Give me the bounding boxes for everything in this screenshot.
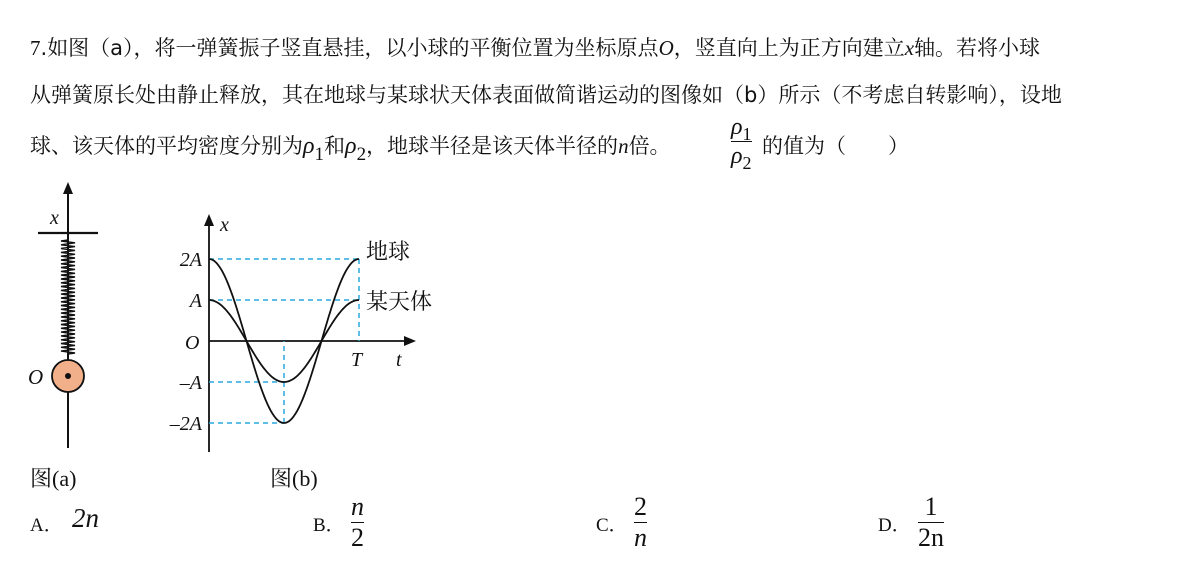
origin-symbol: O — [658, 36, 674, 60]
question-line-1 — [30, 33, 1040, 63]
rho-1-symbol: ρ — [303, 133, 315, 159]
figure-b-caption: 图(b) — [270, 466, 318, 491]
figure-a-ball-center — [65, 373, 71, 379]
legend-earth: 地球 — [366, 239, 411, 264]
option-d-numerator: 1 — [924, 492, 938, 521]
option-d-denominator-text: 2n — [918, 523, 944, 552]
and-text: 和 — [324, 134, 346, 158]
rho-2-symbol: ρ — [345, 133, 357, 159]
rho-2-subscript: 2 — [356, 144, 367, 165]
rho-ratio-denominator: ρ — [731, 143, 743, 169]
figure-b-chart — [150, 208, 450, 458]
y-tick-label: –2A — [169, 413, 202, 435]
chart-y-axis-label: x — [220, 214, 229, 236]
option-c-numerator: 2 — [634, 492, 647, 521]
n-symbol: n — [618, 134, 629, 158]
option-c-denominator: n — [634, 523, 647, 552]
question-text-1b: ，竖直向上为正方向建立 — [673, 36, 905, 60]
legend-celestial-body: 某天体 — [366, 289, 433, 314]
rho-ratio-denominator-sub: 2 — [742, 153, 752, 173]
rho-ratio-numerator: ρ — [731, 114, 743, 140]
x-symbol: x — [904, 36, 915, 60]
option-a-value: 2n — [72, 503, 99, 533]
chart-y-axis-arrow — [204, 214, 214, 226]
question-text-3a: 球、该天体的平均密度分别为 — [30, 134, 303, 158]
option-d-fraction — [918, 494, 944, 551]
option-b-numerator: n — [351, 492, 364, 521]
option-c-letter: C． — [596, 515, 628, 536]
question-text-1c: 轴。若将小球 — [914, 36, 1041, 60]
option-b-letter: B． — [313, 515, 345, 536]
figure-a-axis-arrow — [63, 182, 73, 194]
figure-a-caption: 图(a) — [30, 466, 77, 491]
option-c-fraction — [634, 494, 647, 551]
question-line-3-tail: 的值为（ ） — [762, 134, 909, 158]
question-text-3b: ，地球半径是该天体半径的 — [366, 134, 619, 158]
option-d-letter: D． — [878, 515, 911, 536]
figure-a-x-label: x — [50, 207, 59, 229]
rho-1-subscript: 1 — [314, 144, 325, 165]
question-line-3 — [30, 131, 671, 163]
figure-a-spring-coil — [61, 233, 75, 360]
chart-x-axis-arrow — [404, 336, 416, 346]
rho-ratio-numerator-sub: 1 — [742, 124, 752, 144]
question-number: 7 — [30, 36, 41, 60]
chart-x-axis-label: t — [396, 349, 402, 371]
question-line-2: 从弹簧原长处由静止释放，其在地球与某球状天体表面做简谐运动的图像如（b）所示（不考虑自转影响），设地 — [30, 83, 1062, 107]
figure-a-spring — [28, 178, 118, 453]
option-b-fraction — [351, 494, 364, 551]
option-b-denominator: 2 — [351, 523, 364, 552]
question-number-sep: . — [40, 36, 48, 60]
question-text-3c: 倍。 — [628, 134, 671, 158]
rho-ratio-fraction — [731, 114, 752, 173]
question-text-1a: 如图（a），将一弹簧振子竖直悬挂，以小球的平衡位置为坐标原点 — [47, 36, 659, 60]
y-tick-label: –A — [179, 372, 202, 394]
chart-period-label: T — [351, 349, 363, 371]
option-d-denominator — [918, 525, 944, 551]
option-a-letter: A． — [30, 515, 63, 536]
figure-a-origin-label: O — [28, 365, 44, 389]
chart-origin-label: O — [185, 332, 200, 354]
y-tick-label: A — [189, 290, 202, 312]
y-tick-label: 2A — [179, 249, 202, 271]
